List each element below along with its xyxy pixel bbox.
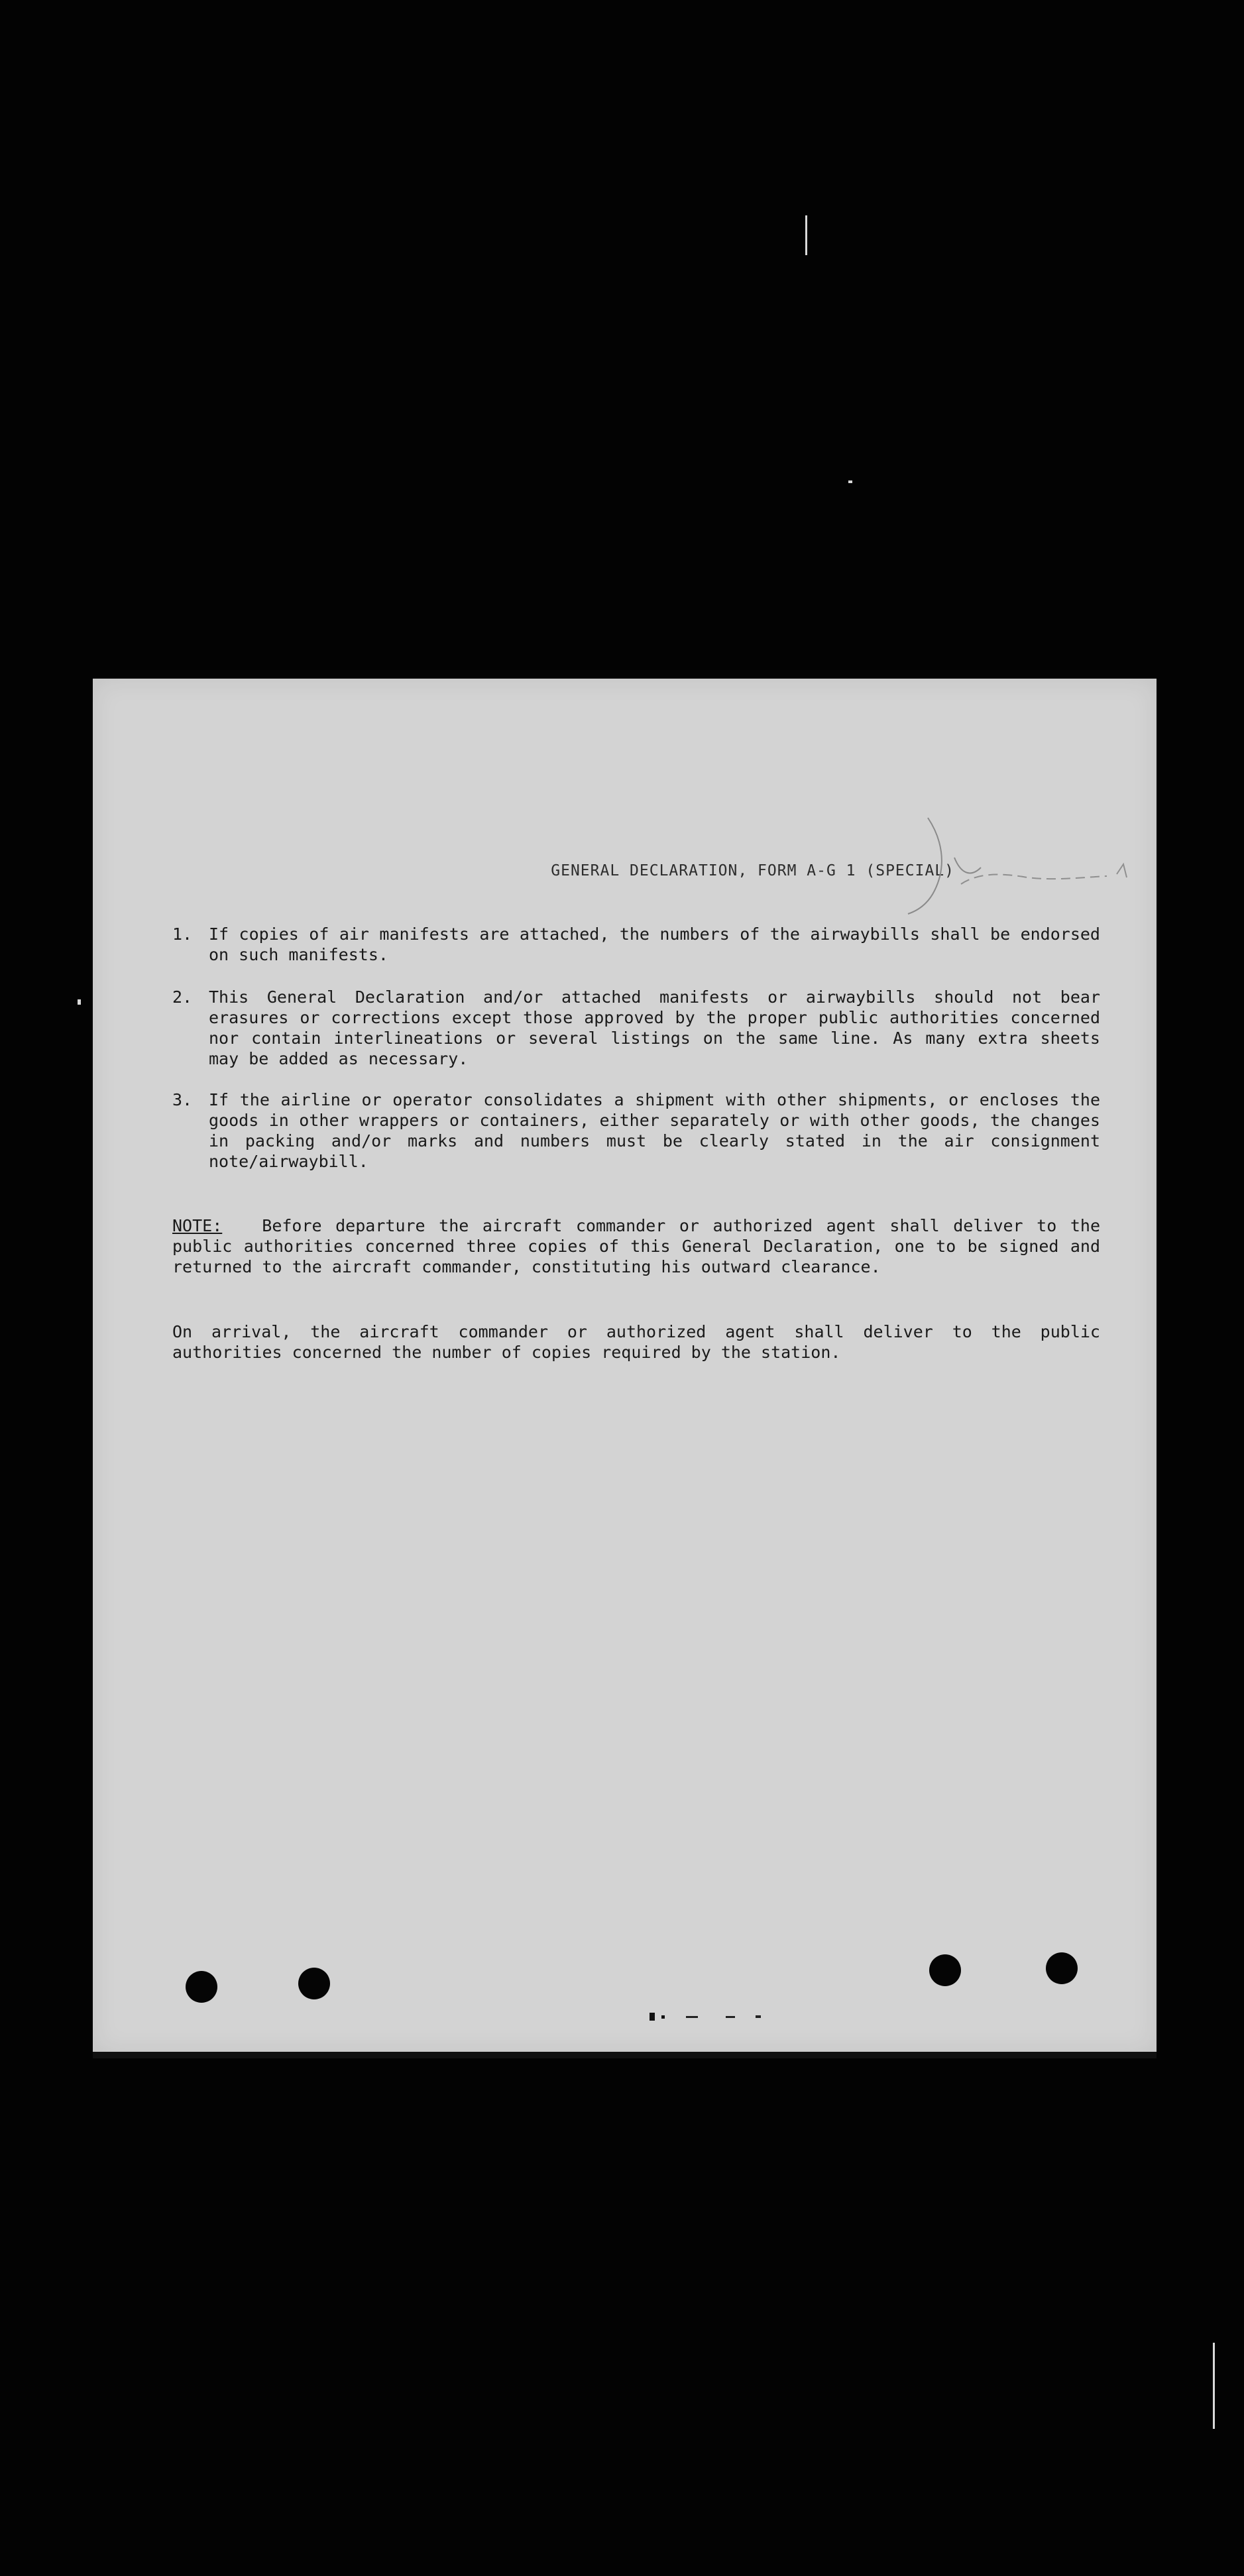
item-number: 1.	[172, 924, 193, 944]
item-number: 2.	[172, 987, 193, 1007]
arrival-paragraph: On arrival, the aircraft commander or authorized agent shall deliver to the public authorities concerned the number of copies required by the station.	[172, 1322, 1100, 1362]
punch-hole-3	[929, 1954, 961, 1986]
punch-hole-1	[186, 1971, 217, 2003]
handwritten-signature	[855, 811, 1147, 924]
page-bottom-edge	[93, 2052, 1157, 2058]
item-text: If the airline or operator consolidates a shipment with other shipments, or encloses the goods in other wrappers or containers, either separately or with other goods, the changes in packing and/or marks and numbers must be clearly stated in the air consignment note/airwaybill.	[209, 1090, 1100, 1171]
note-label: NOTE:	[172, 1216, 223, 1235]
declaration-page	[93, 679, 1157, 2054]
scan-mark-small	[848, 480, 852, 483]
item-number: 3.	[172, 1090, 193, 1109]
scan-mark-bottom-right	[1213, 2343, 1215, 2429]
item-text: If copies of air manifests are attached, the numbers of the airwaybills shall be endorsed on such manifests.	[209, 924, 1100, 964]
instruction-item-1	[172, 924, 1100, 965]
punch-hole-4	[1046, 1952, 1078, 1984]
item-text: This General Declaration and/or attached manifests or airwaybills should not bear erasures or corrections except those approved by the proper public authorities concerned nor contain interlineations or several listings on the same line. As many extra sheets may be added as necessary.	[209, 987, 1100, 1068]
scan-mark-left	[78, 999, 81, 1005]
punch-hole-2	[298, 1968, 330, 1999]
ink-specks	[557, 2006, 822, 2026]
page-title: GENERAL DECLARATION, FORM A-G 1 (SPECIAL)	[551, 862, 954, 879]
scan-mark-top	[805, 215, 807, 255]
note-paragraph	[172, 1215, 1100, 1277]
instruction-item-3	[172, 1090, 1100, 1172]
note-text: Before departure the aircraft commander or authorized agent shall deliver to the public authorities concerned three copies of this General Declaration, one to be signed and returned to the aircraft commander, constituting his outward clearance.	[172, 1216, 1100, 1276]
instruction-item-2	[172, 987, 1100, 1069]
